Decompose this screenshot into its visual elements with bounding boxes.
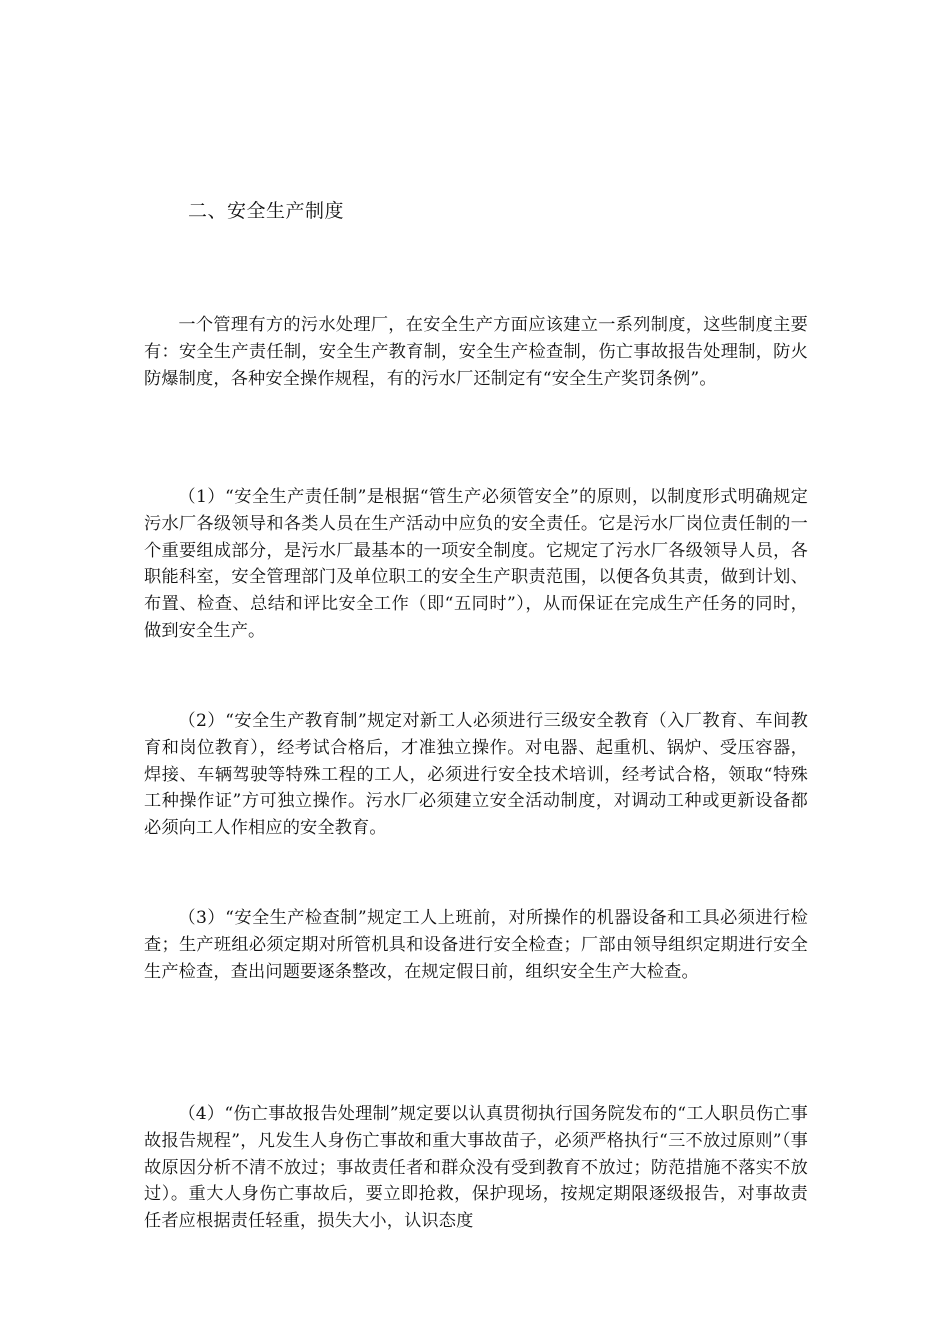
paragraph-safety-inspection: （3）“安全生产检查制”规定工人上班前，对所操作的机器设备和工具必须进行检查；生产班组必须定期对所管机具和设备进行安全检查；厂部由领导组织定期进行安全生产检查，查出问题要逐条整改，在规定假日前，组织安全生产大检查。 (144, 908, 808, 982)
section-heading: 二、安全生产制度 (188, 200, 345, 222)
intro-paragraph: 一个管理有方的污水处理厂，在安全生产方面应该建立一系列制度，这些制度主要有：安全生产责任制，安全生产教育制，安全生产检查制，伤亡事故报告处理制，防火防爆制度，各种安全操作规程，有的污水厂还制定有“安全生产奖罚条例”。 (144, 315, 808, 389)
paragraph-safety-responsibility: （1）“安全生产责任制”是根据“管生产必须管安全”的原则，以制度形式明确规定污水厂各级领导和各类人员在生产活动中应负的安全责任。它是污水厂岗位责任制的一个重要组成部分，是污水厂最基本的一项安全制度。它规定了污水厂各级领导人员，各职能科室，安全管理部门及单位职工的安全生产职责范围，以便各负其责，做到计划、布置、检查、总结和评比安全工作（即“五同时”），从而保证在完成生产任务的同时，做到安全生产。 (144, 487, 808, 641)
paragraph-safety-education: （2）“安全生产教育制”规定对新工人必须进行三级安全教育（入厂教育、车间教育和岗位教育），经考试合格后，才准独立操作。对电器、起重机、锅炉、受压容器，焊接、车辆驾驶等特殊工程的工人，必须进行安全技术培训，经考试合格，领取“特殊工种操作证”方可独立操作。污水厂必须建立安全活动制度，对调动工种或更新设备都必须向工人作相应的安全教育。 (144, 711, 808, 839)
paragraph-accident-reporting: （4）“伤亡事故报告处理制”规定要以认真贯彻执行国务院发布的“工人职员伤亡事故报告规程”，凡发生人身伤亡事故和重大事故苗子，必须严格执行“三不放过原则”（事故原因分析不清不放过；事故责任者和群众没有受到教育不放过；防范措施不落实不放过）。重大人身伤亡事故后，要立即抢救，保护现场，按规定期限逐级报告，对事故责任者应根据责任轻重，损失大小，认识态度 (144, 1104, 808, 1232)
